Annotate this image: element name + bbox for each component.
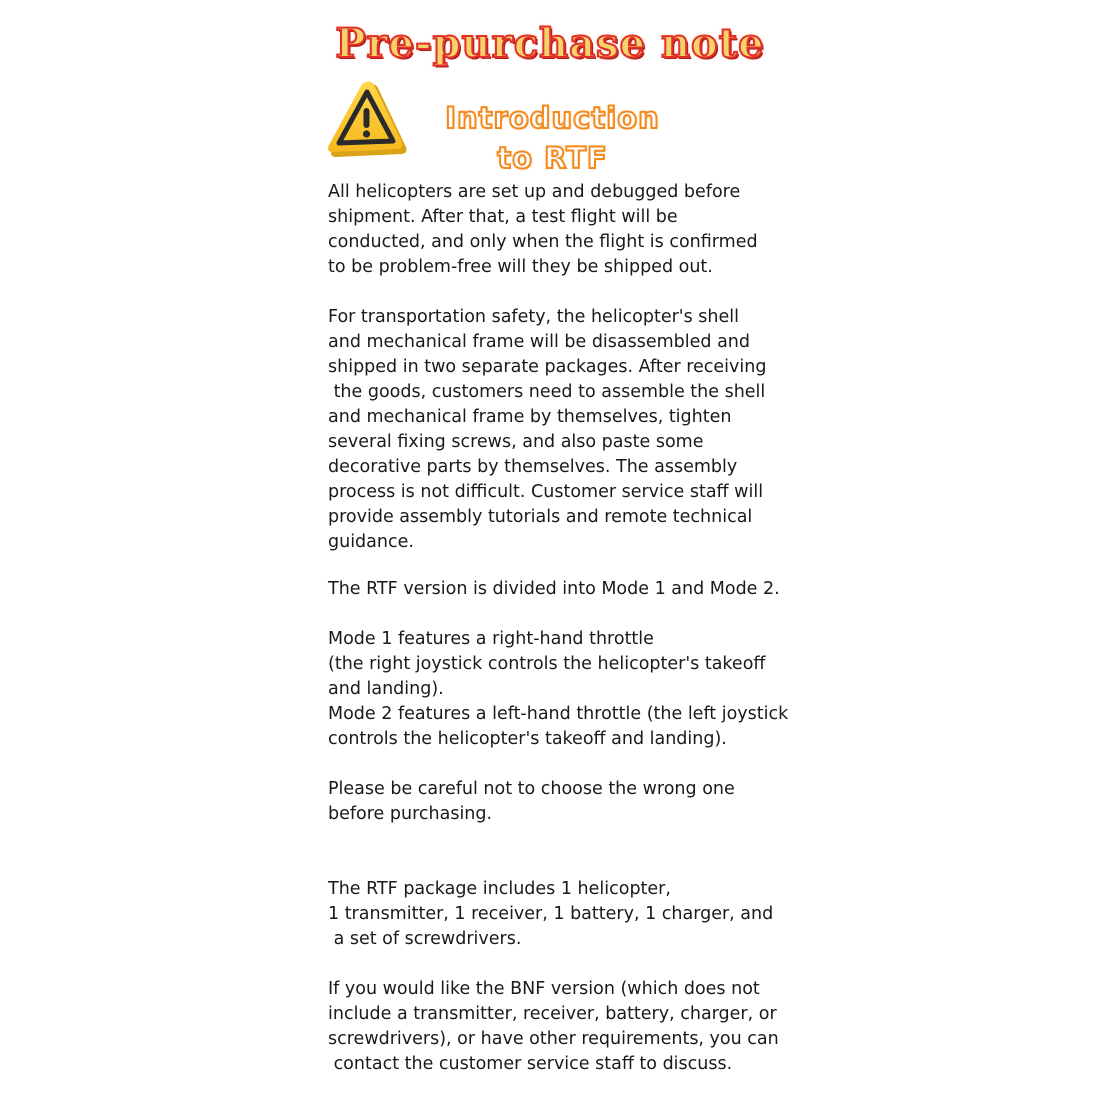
paragraph-modes (328, 577, 798, 602)
text-line: Mode 1 features a right-hand throttle (328, 629, 654, 649)
text-line: controls the helicopter's takeoff and landing). (328, 729, 727, 749)
text-line: several fixing screws, and also paste some (328, 432, 704, 452)
text-line: before purchasing. (328, 804, 493, 824)
text-line: All helicopters are set up and debugged before (328, 182, 741, 202)
paragraph-quality-check (328, 180, 798, 280)
text-line: For transportation safety, the helicopter's shell (328, 307, 740, 327)
text-line: to be problem-free will they be shipped out. (328, 257, 713, 277)
text-line: conducted, and only when the flight is confirmed (328, 232, 758, 252)
text-line: and landing). (328, 679, 444, 699)
warning-icon (325, 78, 407, 158)
text-line: The RTF version is divided into Mode 1 and Mode 2. (328, 579, 780, 599)
text-line: screwdrivers), or have other requirements, you can (328, 1029, 779, 1049)
text-line: contact the customer service staff to discuss. (328, 1054, 733, 1074)
text-line: shipment. After that, a test flight will be (328, 207, 678, 227)
paragraph-assembly (328, 305, 798, 555)
text-line: and mechanical frame by themselves, tighten (328, 407, 732, 427)
text-line: 1 transmitter, 1 receiver, 1 battery, 1 charger, and (328, 904, 774, 924)
text-line: If you would like the BNF version (which does not (328, 979, 760, 999)
subtitle-line-2: to RTF (497, 141, 608, 175)
text-line: Mode 2 features a left-hand throttle (the left joystick (328, 704, 789, 724)
text-line: Please be careful not to choose the wrong one (328, 779, 735, 799)
paragraph-package-contents (328, 877, 798, 952)
section-subtitle (430, 98, 675, 178)
text-line: The RTF package includes 1 helicopter, (328, 879, 671, 899)
notice-body (328, 180, 798, 1077)
text-line: the goods, customers need to assemble the shell (328, 382, 766, 402)
text-line: a set of screwdrivers. (328, 929, 522, 949)
text-line: process is not difficult. Customer service staff will (328, 482, 764, 502)
page-title: Pre-purchase note (335, 20, 765, 67)
paragraph-caution (328, 777, 798, 827)
text-line: include a transmitter, receiver, battery, charger, or (328, 1004, 777, 1024)
text-line: (the right joystick controls the helicopter's takeoff (328, 654, 766, 674)
text-line: provide assembly tutorials and remote technical (328, 507, 753, 527)
text-line: decorative parts by themselves. The assembly (328, 457, 738, 477)
subtitle-line-1: Introduction (445, 101, 660, 135)
text-line: and mechanical frame will be disassembled and (328, 332, 751, 352)
paragraph-bnf-contact (328, 977, 798, 1077)
text-line: guidance. (328, 532, 414, 552)
paragraph-mode-details (328, 627, 798, 752)
text-line: shipped in two separate packages. After receiving (328, 357, 767, 377)
